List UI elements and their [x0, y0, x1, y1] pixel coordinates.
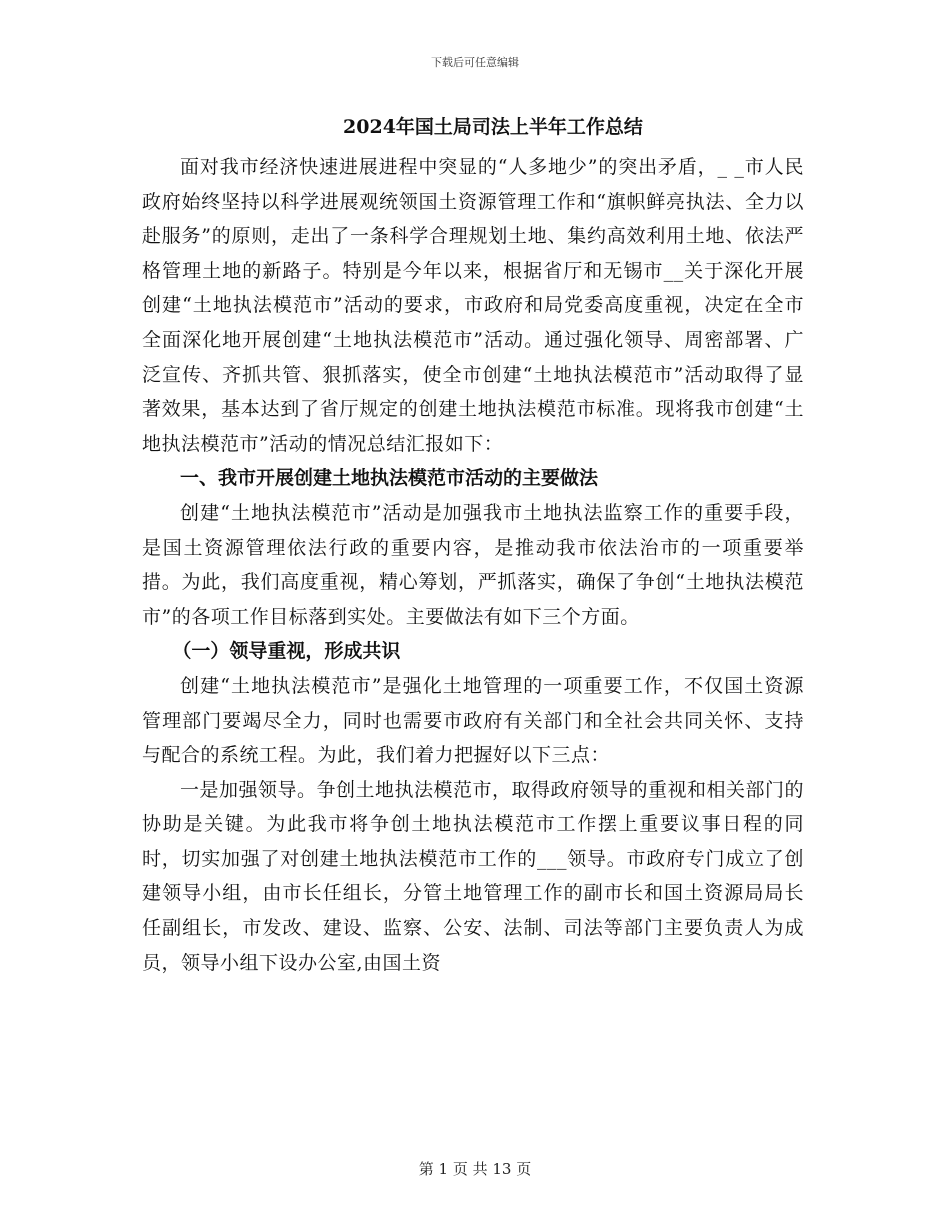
subsection-heading-1: （一）领导重视，形成共识: [172, 640, 401, 663]
header-note: 下载后可任意编辑: [431, 56, 519, 69]
paragraph-intro: 面对我市经济快速进展进程中突显的“人多地少”的突出矛盾，_ _市人民政府始终坚持以科学进展观统领国土资源管理工作和“旗帜鲜亮执法、全力以赴服务”的原则，走出了一条科学合理规划土地、集约高效利用土地、依法严格管理土地的新路子。特别是今年以来，根据省厅和无锡市__关于深化开展创建“土地执法模范市”活动的要求，市政府和局党委高度重视，决定在全市全面深化地开展创建“土地执法模范市”活动。通过强化领导、周密部署、广泛宣传、齐抓共管、狠抓落实，使全市创建“土地执法模范市”活动取得了显著效果，基本达到了省厅规定的创建土地执法模范市标准。现将我市创建“土地执法模范市”活动的情况总结汇报如下：: [142, 156, 804, 455]
document-title: 2024年国土局司法上半年工作总结: [343, 116, 643, 138]
paragraph-subsection-1: 创建“土地执法模范市”是强化土地管理的一项重要工作，不仅国土资源管理部门要竭尽全力，同时也需要市政府有关部门和全社会共同关怀、支持与配合的系统工程。为此，我们着力把握好以下三点：: [142, 674, 804, 767]
page-footer: 第 1 页 共 13 页: [418, 1160, 532, 1178]
document-body: [142, 110, 804, 980]
paragraph-point-1: 一是加强领导。争创土地执法模范市，取得政府领导的重视和相关部门的协助是关键。为此我市将争创土地执法模范市工作摆上重要议事日程的同时，切实加强了对创建土地执法模范市工作的___领导。市政府专门成立了创建领导小组，由市长任组长，分管土地管理工作的副市长和国土资源局局长任副组长，市发改、建设、监察、公安、法制、司法等部门主要负责人为成员，领导小组下设办公室,由国土资: [142, 778, 805, 974]
section-heading-1: 一、我市开展创建土地执法模范市活动的主要做法: [180, 467, 599, 490]
paragraph-section-1: 创建“土地执法模范市”活动是加强我市土地执法监察工作的重要手段，是国土资源管理依法行政的重要内容，是推动我市依法治市的一项重要举措。为此，我们高度重视，精心筹划，严抓落实，确保了争创“土地执法模范市”的各项工作目标落到实处。主要做法有如下三个方面。: [142, 501, 804, 628]
